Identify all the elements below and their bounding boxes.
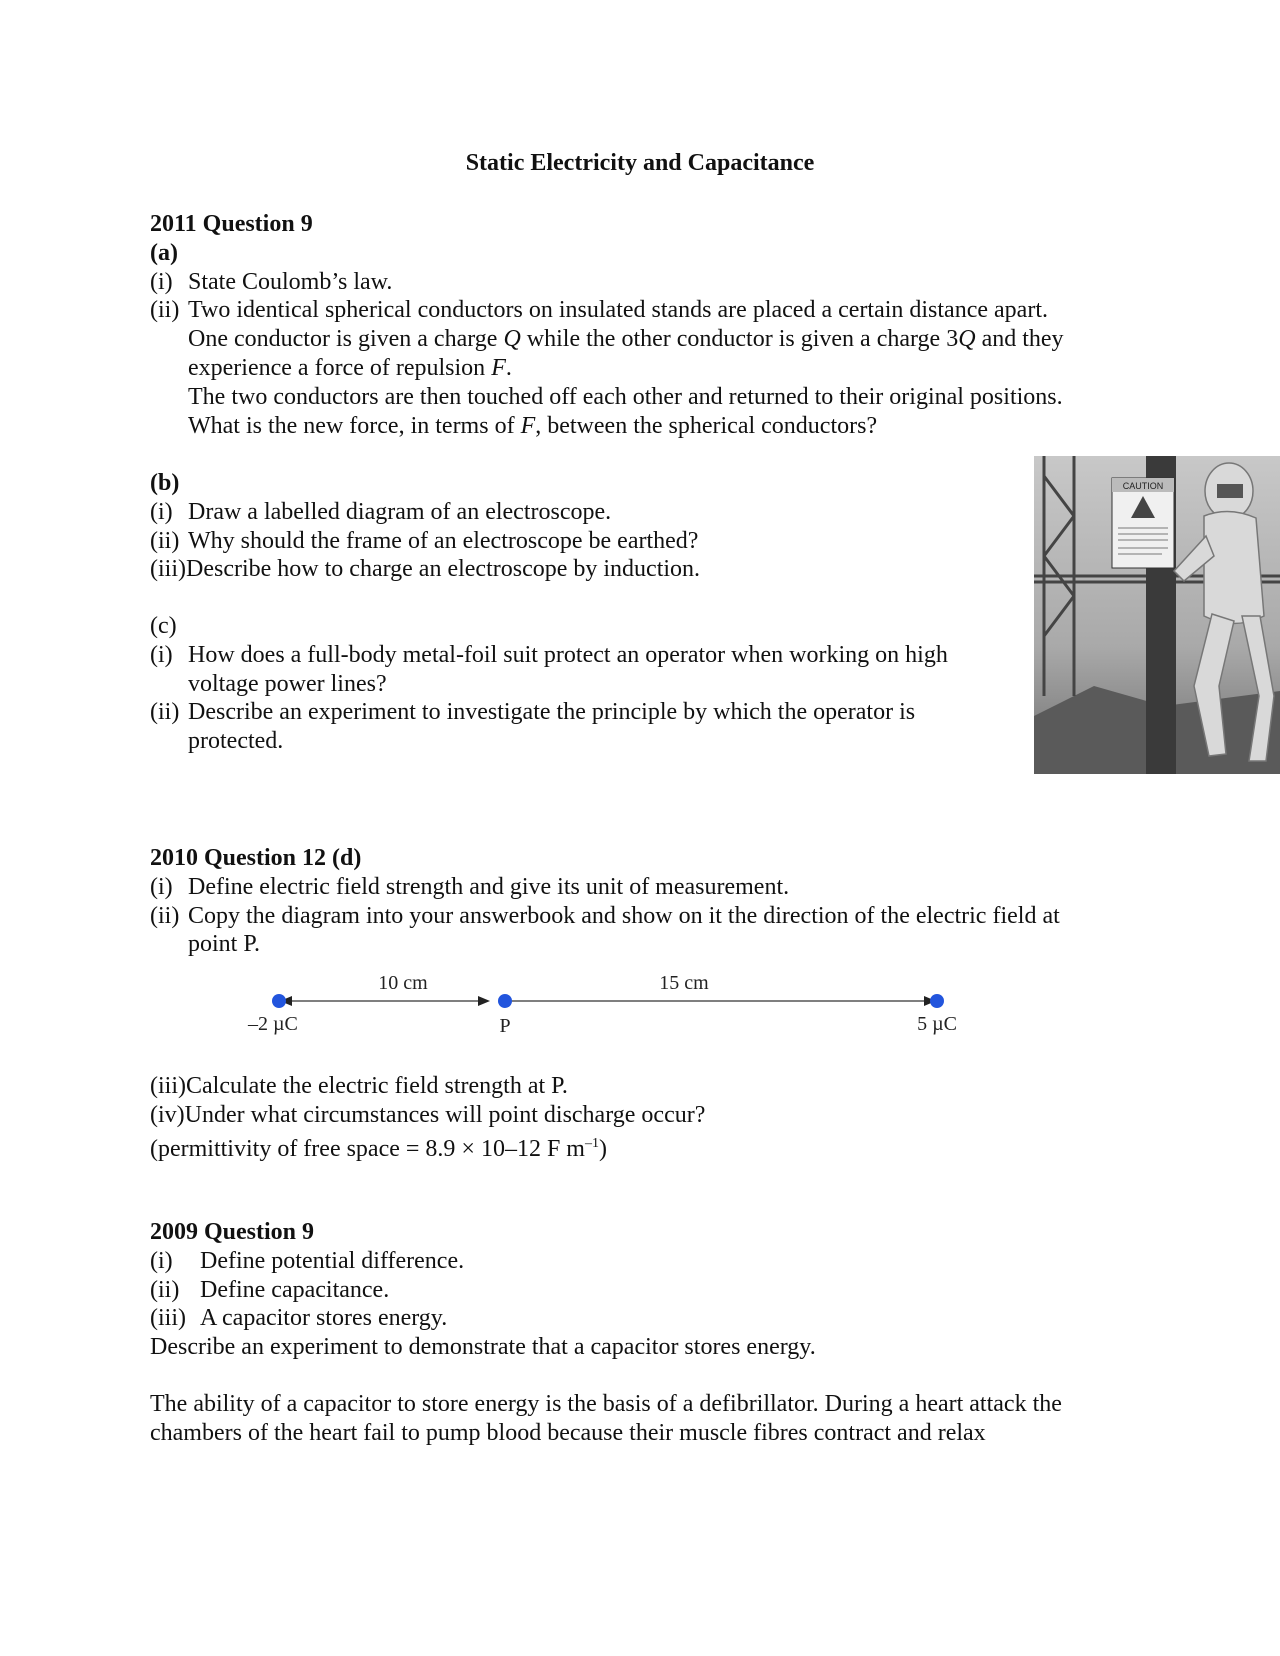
item-number: (iv) <box>150 1101 185 1128</box>
part-c <box>150 612 948 756</box>
charge-dot-right <box>930 994 944 1008</box>
item-continuation <box>150 412 1064 441</box>
text-run: experience a force of repulsion <box>188 354 492 381</box>
item-number: (ii) <box>150 699 180 726</box>
part-label: (c) <box>150 613 177 639</box>
math-symbol: F <box>520 412 536 439</box>
permittivity-note <box>150 1130 705 1162</box>
question-heading: 2011 Question 9 <box>150 211 313 237</box>
page-title: Static Electricity and Capacitance <box>465 150 815 176</box>
paragraph-line: chambers of the heart fail to pump blood because their muscle fibres contract and relax <box>150 1419 986 1446</box>
item-text: Copy the diagram into your answerbook and show on it the direction of the electric field at <box>188 902 1060 929</box>
charge-diagram <box>220 960 980 1040</box>
text-run: , between the spherical conductors? <box>535 412 878 439</box>
item-number: (i) <box>150 1247 173 1274</box>
question-item <box>150 498 700 527</box>
part-label: (b) <box>150 470 180 496</box>
text-run: ) <box>598 1135 607 1162</box>
text-run: and they <box>975 326 1064 353</box>
question-heading: 2009 Question 9 <box>150 1219 315 1245</box>
text-run: One conductor is given a charge <box>188 326 504 353</box>
text-run: . <box>505 354 512 381</box>
point-p-label: P <box>499 1015 511 1037</box>
text-run: What is the new force, in terms of <box>188 412 521 439</box>
item-number: (ii) <box>150 902 180 929</box>
item-continuation <box>150 325 1064 354</box>
item-number: (ii) <box>150 1276 180 1303</box>
question-item <box>150 268 1064 297</box>
arrowhead-left-end <box>478 996 490 1006</box>
question-item <box>150 902 1060 931</box>
item-text: Describe how to charge an electroscope by induction. <box>186 556 701 583</box>
point-p-dot <box>498 994 512 1008</box>
item-text: State Coulomb’s law. <box>188 268 393 295</box>
item-text: Under what circumstances will point discharge occur? <box>184 1101 706 1128</box>
visor <box>1217 484 1243 498</box>
question-item <box>150 1072 705 1101</box>
item-continuation: voltage power lines? <box>188 670 387 697</box>
question-item <box>150 527 700 556</box>
text-run: while the other conductor is given a charge 3 <box>520 326 959 353</box>
operator-suit-photo <box>1034 456 1280 774</box>
item-text: How does a full-body metal-foil suit protect an operator when working on high <box>188 641 948 668</box>
charge-label-left: –2 µC <box>248 1013 298 1035</box>
item-text: Describe an experiment to investigate the principle by which the operator is <box>188 699 916 726</box>
part-label: (a) <box>150 239 178 266</box>
question-item <box>150 555 700 584</box>
math-symbol: F <box>491 354 506 381</box>
charge-dot-left <box>272 994 286 1008</box>
question-item <box>150 1304 1062 1333</box>
question-heading: 2010 Question 12 (d) <box>150 845 362 871</box>
item-number: (iii) <box>150 1305 186 1332</box>
item-text: Define potential difference. <box>200 1247 465 1274</box>
item-number: (ii) <box>150 527 180 554</box>
item-text: Define capacitance. <box>200 1276 390 1303</box>
charge-label-right: 5 µC <box>917 1013 957 1035</box>
question-item <box>150 873 1060 902</box>
item-continuation: protected. <box>188 728 284 755</box>
question-item <box>150 1247 1062 1276</box>
item-text: Two identical spherical conductors on insulated stands are placed a certain distance apart. <box>188 297 1048 324</box>
item-text: Why should the frame of an electroscope be earthed? <box>188 527 699 554</box>
question-item <box>150 1276 1062 1305</box>
item-number: (ii) <box>150 297 180 324</box>
item-number: (i) <box>150 873 173 900</box>
item-number: (i) <box>150 268 173 295</box>
question-2010 <box>150 844 1060 959</box>
question-item <box>150 641 948 670</box>
distance-label-left: 10 cm <box>378 972 428 994</box>
item-number: (i) <box>150 641 173 668</box>
item-text: Define electric field strength and give its unit of measurement. <box>188 873 790 900</box>
math-symbol: Q <box>958 326 976 353</box>
question-item <box>150 698 948 727</box>
paragraph-line: The ability of a capacitor to store energy is the basis of a defibrillator. During a heart attack the <box>150 1390 1062 1417</box>
item-number: (iii) <box>150 1073 186 1099</box>
question-2010-cont <box>150 1072 706 1162</box>
question-2009 <box>150 1218 1062 1448</box>
distance-label-right: 15 cm <box>659 972 709 994</box>
item-continuation <box>150 354 1064 383</box>
exponent: –1 <box>584 1135 599 1151</box>
item-number: (iii) <box>150 556 186 583</box>
part-b <box>150 469 700 584</box>
item-continuation: point P. <box>188 931 261 958</box>
caution-sign-text: CAUTION <box>1122 481 1164 491</box>
item-number: (i) <box>150 498 173 525</box>
question-item <box>150 1101 705 1130</box>
question-text: Describe an experiment to demonstrate that a capacitor stores energy. <box>150 1334 816 1361</box>
math-symbol: Q <box>503 326 521 353</box>
item-text: Calculate the electric field strength at P. <box>186 1073 568 1099</box>
text-run: (permittivity of free space = 8.9 × 10–12 F m <box>150 1135 585 1162</box>
item-text: Draw a labelled diagram of an electroscope. <box>188 498 612 525</box>
item-text: A capacitor stores energy. <box>200 1305 448 1332</box>
item-continuation: The two conductors are then touched off each other and returned to their original positions. <box>188 383 1063 410</box>
question-item <box>150 296 1064 325</box>
question-2011 <box>150 210 1064 440</box>
